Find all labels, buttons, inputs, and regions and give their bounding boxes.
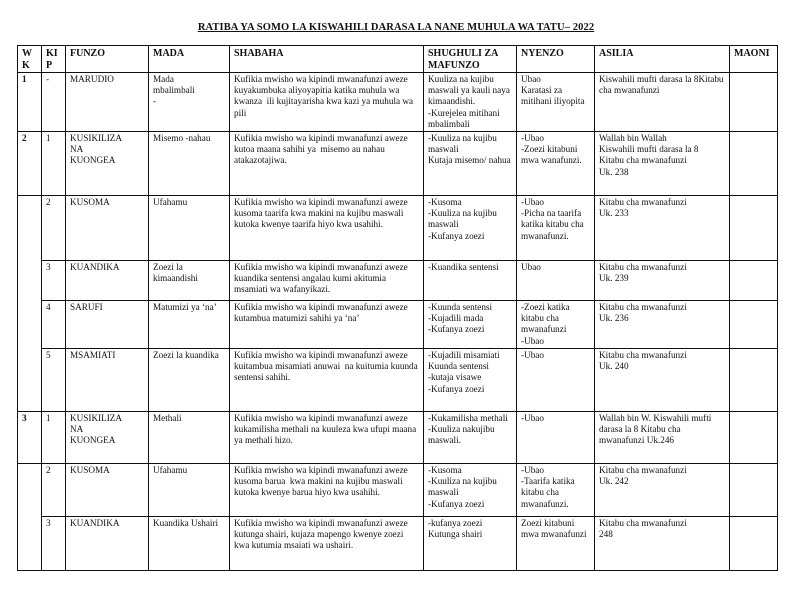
cell-asilia: Kitabu cha mwanafunzi Uk. 239	[595, 261, 730, 301]
cell-funzo: MARUDIO	[66, 73, 149, 132]
lesson-schedule-table	[17, 45, 778, 571]
cell-mada: Matumizi ya ‘na’	[149, 301, 230, 349]
cell-asilia: Kitabu cha mwanafunzi Uk. 242	[595, 464, 730, 517]
cell-shughuli: -Kujadili misamiati Kuunda sentensi -kutaja visawe -Kufanya zoezi	[424, 349, 517, 412]
cell-nyenzo: -Ubao	[517, 412, 595, 464]
cell-week: 2	[18, 132, 42, 196]
header-maoni: MAONI	[730, 46, 778, 73]
cell-nyenzo: -Ubao -Zoezi kitabuni mwa wanafunzi.	[517, 132, 595, 196]
table-row	[18, 132, 778, 196]
cell-kipindi: 2	[42, 464, 66, 517]
cell-nyenzo: -Ubao -Taarifa katika kitabu cha mwanafunzi.	[517, 464, 595, 517]
cell-shabaha: Kufikia mwisho wa kipindi mwanafunzi aweze kusoma taarifa kwa makini na kujibu maswali kutoka kwenye taarifa hiyo kwa usahihi.	[230, 196, 424, 261]
cell-funzo: MSAMIATI	[66, 349, 149, 412]
cell-shughuli: -Kukamilisha methali -Kuuliza nakujibu maswali.	[424, 412, 517, 464]
cell-week	[18, 196, 42, 261]
cell-maoni	[730, 132, 778, 196]
header-mada: MADA	[149, 46, 230, 73]
header-asilia: ASILIA	[595, 46, 730, 73]
cell-maoni	[730, 196, 778, 261]
cell-week	[18, 517, 42, 571]
cell-kipindi: 1	[42, 132, 66, 196]
cell-shabaha: Kufikia mwisho wa kipindi mwanafunzi aweze kuyakumbuka aliyoyapitia katika muhula wa kwanza ili kujitayarisha kwa kazi ya muhula wa pili	[230, 73, 424, 132]
cell-mada: Mada mbalimbali -	[149, 73, 230, 132]
header-shughuli: SHUGHULI ZA MAFUNZO	[424, 46, 517, 73]
cell-shughuli: -kufanya zoezi Kutunga shairi	[424, 517, 517, 571]
cell-week	[18, 464, 42, 517]
cell-nyenzo: -Ubao	[517, 349, 595, 412]
table-row	[18, 301, 778, 349]
cell-asilia: Wallah bin Wallah Kiswahili mufti darasa la 8 Kitabu cha mwanafunzi Uk. 238	[595, 132, 730, 196]
document-title: RATIBA YA SOMO LA KISWAHILI DARASA LA NANE MUHULA WA TATU– 2022	[197, 22, 595, 33]
cell-week: 1	[18, 73, 42, 132]
cell-kipindi: 5	[42, 349, 66, 412]
cell-maoni	[730, 517, 778, 571]
cell-week	[18, 261, 42, 301]
cell-maoni	[730, 73, 778, 132]
cell-mada: Ufahamu	[149, 464, 230, 517]
cell-kipindi: 2	[42, 196, 66, 261]
cell-kipindi: 4	[42, 301, 66, 349]
cell-asilia: Kitabu cha mwanafunzi Uk. 236	[595, 301, 730, 349]
header-nyenzo: NYENZO	[517, 46, 595, 73]
cell-funzo: KUSIKILIZA NA KUONGEA	[66, 132, 149, 196]
table-row	[18, 412, 778, 464]
cell-mada: Misemo -nahau	[149, 132, 230, 196]
cell-maoni	[730, 301, 778, 349]
table-row	[18, 196, 778, 261]
cell-shabaha: Kufikia mwisho wa kipindi mwanafunzi aweze kutunga shairi, kujaza mapengo kwenye zoezi kwa kutumia msaiati wa ushairi.	[230, 517, 424, 571]
cell-shughuli: -Kuuliza na kujibu maswali Kutaja misemo/ nahua	[424, 132, 517, 196]
cell-mada: Methali	[149, 412, 230, 464]
cell-maoni	[730, 261, 778, 301]
cell-funzo: SARUFI	[66, 301, 149, 349]
cell-nyenzo: -Ubao -Picha na taarifa katika kitabu cha mwanafunzi.	[517, 196, 595, 261]
cell-shabaha: Kufikia mwisho wa kipindi mwanafunzi aweze kusoma barua kwa makini na kujibu maswali kutoka kwenye barua hiyo kwa usahihi.	[230, 464, 424, 517]
cell-shughuli: -Kuunda sentensi -Kujadili mada -Kufanya zoezi	[424, 301, 517, 349]
header-funzo: FUNZO	[66, 46, 149, 73]
cell-asilia: Wallah bin W. Kiswahili mufti darasa la 8 Kitabu cha mwanafunzi Uk.246	[595, 412, 730, 464]
cell-asilia: Kitabu cha mwanafunzi 248	[595, 517, 730, 571]
cell-asilia: Kitabu cha mwanafunzi Uk. 233	[595, 196, 730, 261]
cell-maoni	[730, 464, 778, 517]
cell-shughuli: -Kusoma -Kuuliza na kujibu maswali -Kufanya zoezi	[424, 196, 517, 261]
cell-week: 3	[18, 412, 42, 464]
cell-shughuli: -Kuandika sentensi	[424, 261, 517, 301]
table-row	[18, 464, 778, 517]
cell-funzo: KUSIKILIZA NA KUONGEA	[66, 412, 149, 464]
header-kip: KI P	[42, 46, 66, 73]
cell-funzo: KUSOMA	[66, 196, 149, 261]
cell-mada: Kuandika Ushairi	[149, 517, 230, 571]
cell-kipindi: -	[42, 73, 66, 132]
cell-nyenzo: Ubao Karatasi za mitihani iliyopita	[517, 73, 595, 132]
cell-shabaha: Kufikia mwisho wa kipindi mwanafunzi aweze kuandika sentensi angalau kumi akitumia msamiati wa wafanyikazi.	[230, 261, 424, 301]
cell-funzo: KUANDIKA	[66, 261, 149, 301]
cell-shabaha: Kufikia mwisho wa kipindi mwanafunzi aweze kutambua matumizi sahihi ya ‘na’	[230, 301, 424, 349]
cell-kipindi: 3	[42, 261, 66, 301]
cell-funzo: KUANDIKA	[66, 517, 149, 571]
cell-week	[18, 349, 42, 412]
cell-week	[18, 301, 42, 349]
header-row	[18, 46, 778, 73]
header-shabaha: SHABAHA	[230, 46, 424, 73]
cell-kipindi: 1	[42, 412, 66, 464]
cell-nyenzo: Zoezi kitabuni mwa mwanafunzi	[517, 517, 595, 571]
cell-shabaha: Kufikia mwisho wa kipindi mwanafunzi aweze kuitambua misamiati anuwai na kuitumia kuunda sentensi sahihi.	[230, 349, 424, 412]
cell-funzo: KUSOMA	[66, 464, 149, 517]
table-row	[18, 73, 778, 132]
cell-shabaha: Kufikia mwisho wa kipindi mwanafunzi aweze kutoa maana sahihi ya misemo au nahau atakazotajiwa.	[230, 132, 424, 196]
cell-asilia: Kitabu cha mwanafunzi Uk. 240	[595, 349, 730, 412]
cell-shughuli: -Kusoma -Kuuliza na kujibu maswali -Kufanya zoezi	[424, 464, 517, 517]
cell-asilia: Kiswahili mufti darasa la 8Kitabu cha mwanafunzi	[595, 73, 730, 132]
cell-nyenzo: Ubao	[517, 261, 595, 301]
table-row	[18, 261, 778, 301]
header-wk: W K	[18, 46, 42, 73]
cell-maoni	[730, 349, 778, 412]
table-row	[18, 349, 778, 412]
cell-mada: Zoezi la kimaandishi	[149, 261, 230, 301]
cell-nyenzo: -Zoezi katika kitabu cha mwanafunzi -Ubao	[517, 301, 595, 349]
table-row	[18, 517, 778, 571]
cell-mada: Zoezi la kuandika	[149, 349, 230, 412]
cell-kipindi: 3	[42, 517, 66, 571]
cell-shabaha: Kufikia mwisho wa kipindi mwanafunzi aweze kukamilisha methali na kuuleza kwa ufupi maana ya methali hizo.	[230, 412, 424, 464]
cell-shughuli: Kuuliza na kujibu maswali ya kauli naya kimaandishi. -Kurejelea mitihani mbalimbali	[424, 73, 517, 132]
cell-mada: Ufahamu	[149, 196, 230, 261]
cell-maoni	[730, 412, 778, 464]
